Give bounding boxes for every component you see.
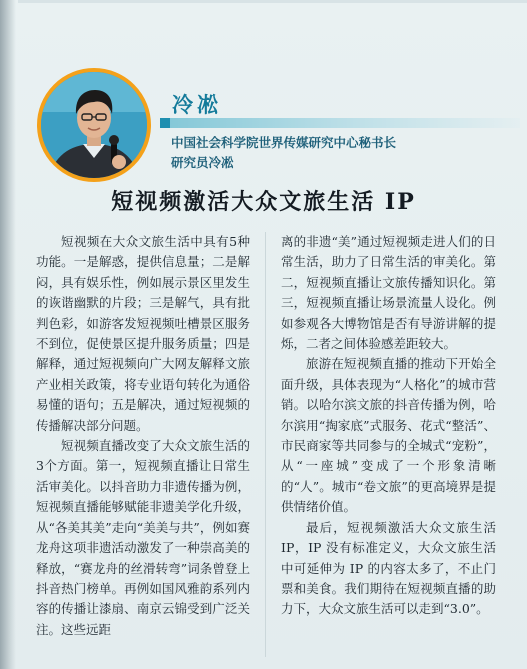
article-column-right <box>281 232 496 620</box>
article-column-left <box>36 232 250 640</box>
paragraph-continued: 离的非遗“美”通过短视频走进人们的日常生活，助力了日常生活的审美化。第二，短视频直播让文旅传播知识化。第三，短视频直播让场景流量人设化。例如参观各大博物馆是否有导游讲解的提烁，二者之间体验感差距较大。 <box>281 234 496 352</box>
article-title: 短视频激活大众文旅生活 IP <box>111 189 416 215</box>
page-gutter-shadow <box>0 0 16 669</box>
column-divider <box>265 232 266 657</box>
author-photo <box>37 68 151 182</box>
paragraph: 短视频直播改变了大众文旅生活的3个方面。第一，短视频直播让日常生活审美化。以抖音助力非遗传播为例，短视频直播能够赋能非遗美学化升级，从“各美其美”走向“美美与共”，例如赛龙舟这项非遗活动激发了一种崇高美的释放，“赛龙舟的丝滑转弯”词条曾登上抖音热门榜单。再例如国风雅韵系列内容的传播让漆扇、南京云锦受到广泛关注。这些远距 <box>36 438 250 637</box>
affiliation-line-2: 研究员冷凇 <box>171 155 234 170</box>
paragraph: 旅游在短视频直播的推动下开始全面升级，具体表现为“人格化”的城市营销。以哈尔滨文旅的抖音传播为例，哈尔滨用“掏家底”式服务、花式“整活”、市民商家等共同参与的全城式“宠粉”，从“一座城”变成了一个形象清晰的“人”。城市“卷文旅”的更高境界是提供情绪价值。 <box>281 356 496 515</box>
author-name: 冷凇 <box>172 93 222 117</box>
top-rule <box>18 0 527 3</box>
author-portrait-illustration <box>41 72 147 178</box>
name-accent-bar <box>160 118 520 128</box>
affiliation-line-1: 中国社会科学院世界传媒研究中心秘书长 <box>171 135 397 150</box>
author-affiliation <box>171 133 491 173</box>
name-accent-square <box>160 118 170 128</box>
paragraph: 最后，短视频激活大众文旅生活 IP，IP 没有标准定义，大众文旅生活中可延伸为 IP 的内容太多了，不止门票和美食。我们期待在短视频直播的助力下，大众文旅生活可以走到“3.0”。 <box>281 519 496 617</box>
paragraph: 短视频在大众文旅生活中具有5种功能。一是解惑，提供信息量；二是解闷，具有娱乐性，例如展示景区里发生的诙谐幽默的片段；三是解气，具有批判色彩，如游客发短视频吐槽景区服务不到位，促使景区提升服务质量；四是解释，通过短视频向广大网友解释文旅产业相关政策，将专业语句转化为通俗易懂的语句；五是解决，通过短视频的传播解决部分问题。 <box>36 234 250 433</box>
